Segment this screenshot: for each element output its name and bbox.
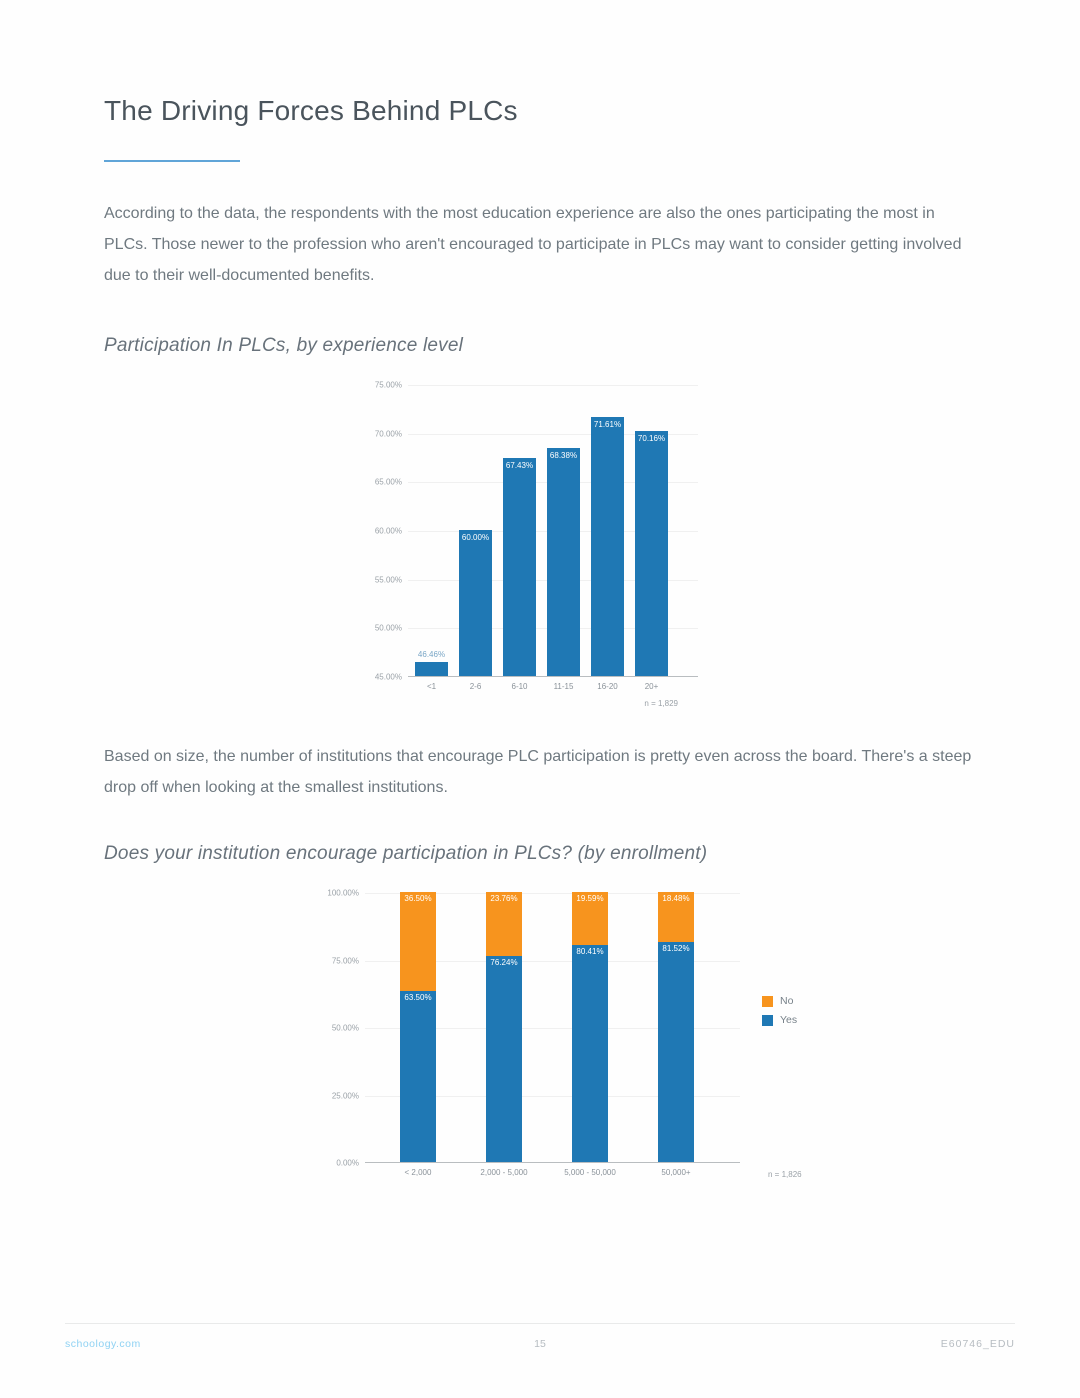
x-tick-label: 20+: [644, 682, 659, 691]
x-tick-label: 2,000 - 5,000: [480, 1168, 528, 1177]
y-axis: [368, 380, 406, 682]
bar-segment-no: [658, 892, 694, 942]
bar-group: [503, 385, 536, 691]
enrollment-stacked-bar-chart: [319, 885, 959, 1203]
bar: [547, 448, 580, 676]
bar: [591, 417, 624, 676]
bar-value-label: 68.38%: [549, 451, 578, 461]
bar: [503, 458, 536, 676]
legend-swatch-yes: [762, 1015, 773, 1026]
segment-value-label: 63.50%: [404, 992, 432, 1002]
footer-site-link[interactable]: schoology.com: [65, 1338, 141, 1350]
bar-group: [635, 385, 668, 691]
legend-item: [762, 995, 797, 1007]
bar-group: [658, 893, 694, 1177]
title-underline: [104, 160, 240, 162]
footer-page-number: 15: [534, 1338, 546, 1350]
legend-label: No: [780, 995, 794, 1007]
bar: [415, 649, 448, 676]
y-tick-label: 25.00%: [331, 1091, 359, 1100]
x-tick-label: 2-6: [469, 682, 482, 691]
legend-item: [762, 1014, 797, 1026]
segment-value-label: 23.76%: [490, 894, 518, 904]
intro-paragraph: According to the data, the respondents with the most education experience are also the ones participating the most in PLCs. Those newer to the profession who aren't encouraged to participate in PLCs may want to consider getting involved due to their well-documented benefits.: [104, 205, 962, 284]
bar-segment-yes: [486, 956, 522, 1162]
bar-segment-no: [572, 892, 608, 945]
bar-group: [547, 385, 580, 691]
bar-segment-no: [486, 892, 522, 956]
page-footer: [65, 1323, 1015, 1350]
x-tick-label: 11-15: [553, 682, 574, 691]
segment-value-label: 36.50%: [404, 894, 432, 904]
bar-group: [591, 385, 624, 691]
x-tick-label: < 2,000: [404, 1168, 432, 1177]
x-tick-label: <1: [426, 682, 437, 691]
x-tick-label: 50,000+: [661, 1168, 691, 1177]
plot-area: [408, 385, 698, 691]
x-tick-label: 16-20: [597, 682, 618, 691]
bar-value-label: 71.61%: [593, 420, 622, 429]
size-paragraph: Based on size, the number of institutions that encourage PLC participation is pretty even across the board. There's a steep drop off when looking at the smallest institutions.: [104, 748, 972, 796]
bar-group: [415, 385, 448, 691]
y-tick-label: 100.00%: [327, 888, 359, 898]
y-tick-label: 50.00%: [331, 1023, 359, 1033]
x-tick-label: 5,000 - 50,000: [564, 1168, 616, 1177]
y-tick-label: 65.00%: [374, 477, 402, 487]
experience-bar-chart: [368, 377, 768, 717]
bars-row: [408, 385, 698, 691]
plot-area: [365, 893, 740, 1177]
bar-group: [400, 893, 436, 1177]
footer-doc-code: E60746_EDU: [940, 1338, 1015, 1350]
y-tick-label: 45.00%: [374, 672, 402, 682]
segment-value-label: 18.48%: [662, 894, 690, 904]
y-tick-label: 70.00%: [374, 429, 402, 439]
y-tick-label: 50.00%: [374, 623, 402, 633]
chart1-caption: Participation In PLCs, by experience level: [104, 335, 464, 356]
bar: [459, 530, 492, 676]
bar-segment-yes: [658, 942, 694, 1162]
y-tick-label: 75.00%: [374, 380, 402, 390]
legend-swatch-no: [762, 996, 773, 1007]
y-tick-label: 55.00%: [374, 575, 402, 585]
bar-segment-yes: [572, 945, 608, 1162]
segment-value-label: 19.59%: [576, 894, 604, 904]
page-title: The Driving Forces Behind PLCs: [104, 95, 518, 126]
bar-value-label: 46.46%: [417, 649, 446, 659]
sample-size-note: n = 1,829: [644, 699, 678, 708]
bar: [635, 431, 668, 676]
chart2-caption: Does your institution encourage participation in PLCs? (by enrollment): [104, 843, 708, 864]
bar-group: [480, 893, 528, 1177]
bar-value-label: 70.16%: [637, 434, 666, 444]
bar-group: [564, 893, 616, 1177]
segment-value-label: 76.24%: [490, 958, 518, 968]
y-tick-label: 60.00%: [374, 526, 402, 536]
chart-legend: [762, 995, 797, 1033]
y-axis: [319, 888, 363, 1168]
segment-value-label: 80.41%: [576, 946, 604, 956]
bar-value-label: 67.43%: [505, 460, 534, 470]
x-tick-label: 6-10: [511, 682, 528, 691]
bars-row: [365, 893, 740, 1177]
sample-size-note: n = 1,826: [768, 1170, 802, 1179]
y-tick-label: 75.00%: [331, 956, 359, 965]
y-tick-label: 0.00%: [336, 1158, 359, 1168]
legend-label: Yes: [780, 1014, 798, 1026]
bar-segment-yes: [400, 991, 436, 1162]
bar-value-label: 60.00%: [461, 533, 490, 542]
segment-value-label: 81.52%: [662, 943, 690, 953]
bar-segment-no: [400, 892, 436, 991]
bar-group: [459, 385, 492, 691]
